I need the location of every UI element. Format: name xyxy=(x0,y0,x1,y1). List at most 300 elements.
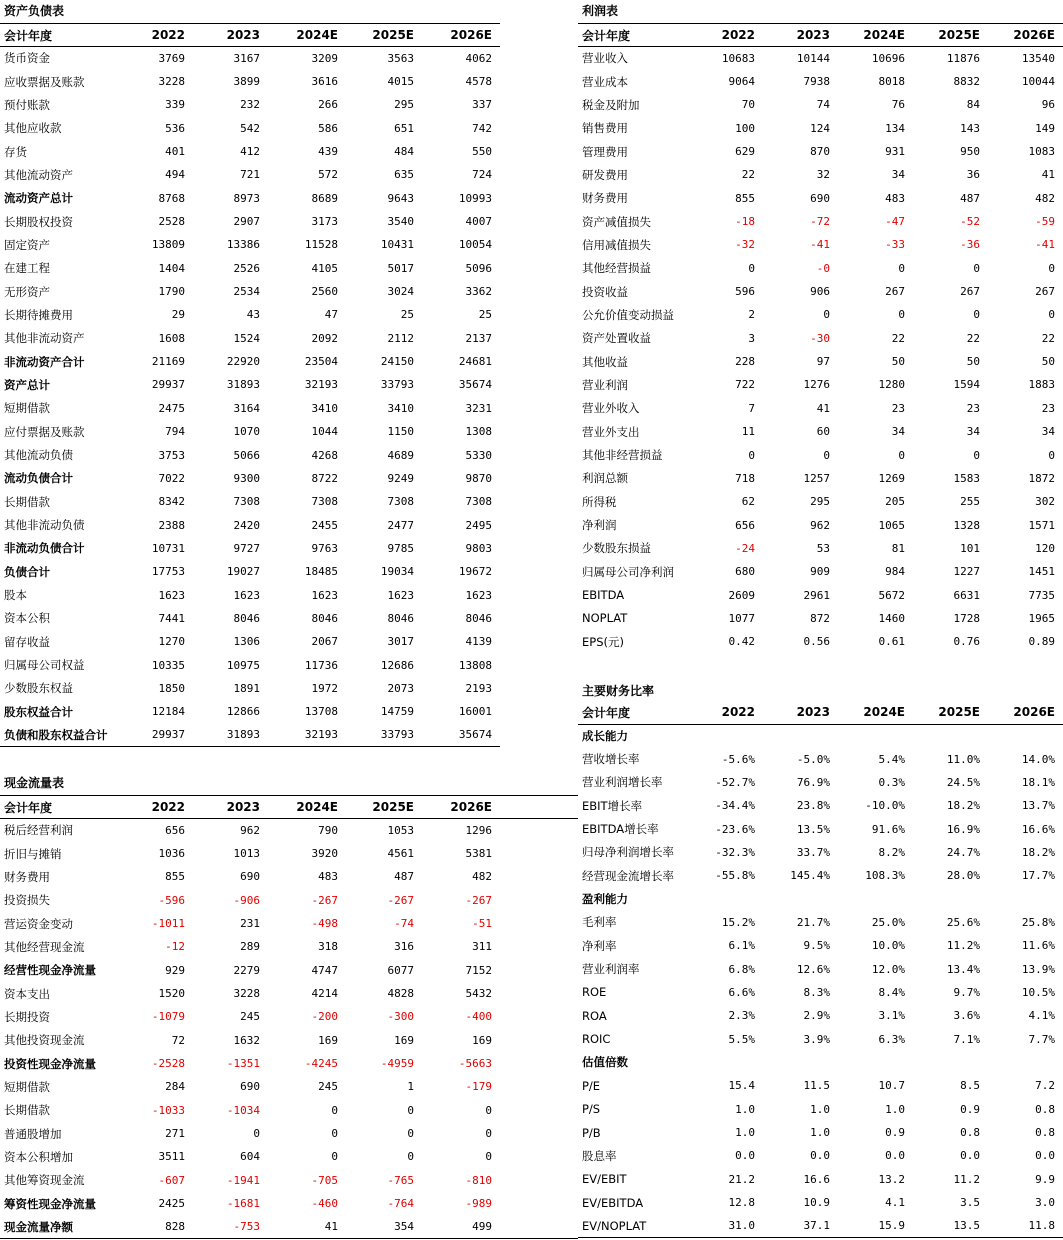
cell-value: 354 xyxy=(394,1220,414,1234)
table-row xyxy=(578,327,1063,350)
cell-value: 0.0 xyxy=(810,1149,830,1163)
cell-value: 2475 xyxy=(158,401,185,415)
table-row xyxy=(578,373,1063,396)
cell-value: 499 xyxy=(472,1220,492,1234)
cell-value: 3.1% xyxy=(878,1009,905,1023)
cell-value: 0 xyxy=(748,448,755,462)
table-row xyxy=(0,257,500,280)
cell-value: 401 xyxy=(165,145,185,159)
cell-value: 2193 xyxy=(465,681,492,695)
row-label: 其他经营现金流 xyxy=(4,939,85,954)
header-label: 会计年度 xyxy=(578,701,688,724)
cell-value: 12866 xyxy=(226,705,260,719)
cell-value: 108.3% xyxy=(865,869,905,883)
cell-value: 3410 xyxy=(387,401,414,415)
cell-value: 232 xyxy=(240,98,260,112)
row-label: 利润总额 xyxy=(582,471,628,486)
cell-value: 62 xyxy=(741,495,755,509)
cell-value: 0.8 xyxy=(1035,1126,1055,1140)
table-row xyxy=(0,210,500,233)
row-label: 营业外收入 xyxy=(582,401,640,416)
cell-value: 100 xyxy=(735,121,755,135)
cell-value: 169 xyxy=(394,1033,414,1047)
row-label: ROE xyxy=(582,985,607,1000)
table-row xyxy=(0,1029,578,1052)
cell-value: -765 xyxy=(387,1173,414,1187)
cell-value: 76 xyxy=(891,98,905,112)
cell-value: -1079 xyxy=(151,1010,185,1024)
cell-value: 12.6% xyxy=(796,962,830,976)
cell-value: 24681 xyxy=(458,355,492,369)
cell-value: 0 xyxy=(1048,261,1055,275)
cell-value: 10054 xyxy=(458,238,492,252)
table-row xyxy=(578,140,1063,163)
table-row xyxy=(0,912,578,935)
cell-value: -47 xyxy=(885,215,905,229)
cell-value: -33 xyxy=(885,238,905,252)
table-row xyxy=(578,210,1063,233)
cell-value: 4828 xyxy=(387,987,414,1001)
cell-value: 1404 xyxy=(158,261,185,275)
cell-value: 1328 xyxy=(953,518,980,532)
cell-spacer xyxy=(500,959,578,982)
cell-value: 2 xyxy=(748,308,755,322)
cell-value: 96 xyxy=(1041,98,1055,112)
cell-value: 22920 xyxy=(226,355,260,369)
cell-value: -764 xyxy=(387,1197,414,1211)
cell-value: 5672 xyxy=(878,588,905,602)
cell-value: -24 xyxy=(735,541,755,555)
cell-value: 13.9% xyxy=(1021,962,1055,976)
table-row xyxy=(578,303,1063,326)
cell-value: 9064 xyxy=(728,75,755,89)
cell-value: 4.1% xyxy=(1028,1009,1055,1023)
cell-value: 245 xyxy=(318,1080,338,1094)
cell-value: 41 xyxy=(324,1220,338,1234)
cell-value: 1520 xyxy=(158,987,185,1001)
cell-value: 8046 xyxy=(233,611,260,625)
cell-value: 484 xyxy=(394,145,414,159)
cell-value: 1083 xyxy=(1028,145,1055,159)
cell-value: 22 xyxy=(741,168,755,182)
cell-value: 33.7% xyxy=(796,845,830,859)
cell-value: 35674 xyxy=(458,728,492,742)
table-row xyxy=(578,583,1063,606)
row-label: NOPLAT xyxy=(582,611,628,626)
cell-value: 7.1% xyxy=(953,1032,980,1046)
row-label: EV/EBITDA xyxy=(582,1195,644,1210)
row-label: 税金及附加 xyxy=(582,97,640,112)
table-row xyxy=(0,583,500,606)
cell-value: -55.8% xyxy=(715,869,755,883)
cell-value: 10.5% xyxy=(1021,985,1055,999)
cell-value: 9643 xyxy=(387,191,414,205)
cell-value: 8832 xyxy=(953,75,980,89)
cell-value xyxy=(838,1051,913,1074)
cell-value: 32 xyxy=(816,168,830,182)
cell-value: 0.0 xyxy=(885,1149,905,1163)
cell-value: -200 xyxy=(311,1010,338,1024)
row-label: 预付账款 xyxy=(4,97,50,112)
cell-value xyxy=(988,1051,1063,1074)
table-row xyxy=(578,47,1063,70)
table-row xyxy=(0,467,500,490)
cell-value: 1460 xyxy=(878,611,905,625)
row-label: 股本 xyxy=(4,588,27,603)
table-row xyxy=(578,280,1063,303)
cell-value: 302 xyxy=(1035,495,1055,509)
cell-value: 1850 xyxy=(158,681,185,695)
cell-value: 267 xyxy=(885,285,905,299)
cell-value: 339 xyxy=(165,98,185,112)
cell-value: -2528 xyxy=(151,1057,185,1071)
cell-value: 794 xyxy=(165,425,185,439)
cell-value: 7308 xyxy=(465,495,492,509)
cell-value: 1306 xyxy=(233,635,260,649)
cell-value: 7152 xyxy=(465,963,492,977)
cell-value: 31893 xyxy=(226,728,260,742)
header-year: 2023 xyxy=(193,796,268,819)
header-year: 2022 xyxy=(688,701,763,724)
table-row xyxy=(0,842,578,865)
row-label: P/E xyxy=(582,1078,601,1093)
cell-value: 24.5% xyxy=(946,775,980,789)
cell-value: 91.6% xyxy=(871,822,905,836)
cell-value: 1.0 xyxy=(735,1126,755,1140)
table-row xyxy=(578,233,1063,256)
table-row xyxy=(578,934,1063,957)
cell-spacer xyxy=(500,912,578,935)
cell-value: 0.56 xyxy=(803,635,830,649)
cell-value: 5017 xyxy=(387,261,414,275)
row-label: 营业成本 xyxy=(582,74,628,89)
cell-value: 9.7% xyxy=(953,985,980,999)
cell-value: 11.5 xyxy=(803,1079,830,1093)
cell-value: -41 xyxy=(1035,238,1055,252)
cell-spacer xyxy=(500,1169,578,1192)
cell-value: 0 xyxy=(1048,448,1055,462)
cell-value: 3410 xyxy=(311,401,338,415)
cell-value: 32193 xyxy=(304,728,338,742)
cell-value: 12184 xyxy=(151,705,185,719)
cell-value: -52.7% xyxy=(715,775,755,789)
cell-value: 3173 xyxy=(311,215,338,229)
table-row xyxy=(0,93,500,116)
header-label: 会计年度 xyxy=(578,24,688,47)
cell-value: 28.0% xyxy=(946,869,980,883)
table-row xyxy=(0,397,500,420)
row-label: 经营性现金净流量 xyxy=(4,963,96,978)
cell-value: 1 xyxy=(407,1080,414,1094)
cell-value: 651 xyxy=(394,121,414,135)
cell-value: 316 xyxy=(394,940,414,954)
cell-value: 70 xyxy=(741,98,755,112)
cell-value: -705 xyxy=(311,1173,338,1187)
row-label: 盈利能力 xyxy=(582,892,628,907)
cell-value: 0 xyxy=(485,1127,492,1141)
cell-value: 8046 xyxy=(311,611,338,625)
cell-value: 3164 xyxy=(233,401,260,415)
cell-value: 586 xyxy=(318,121,338,135)
cell-value: 0.0 xyxy=(960,1149,980,1163)
cell-value: 0 xyxy=(407,1127,414,1141)
row-label: 营业利润增长率 xyxy=(582,775,663,790)
row-label: P/B xyxy=(582,1125,601,1140)
cell-value: 1296 xyxy=(465,823,492,837)
cell-value: 34 xyxy=(1041,425,1055,439)
cell-value: 0 xyxy=(748,261,755,275)
cell-value: 572 xyxy=(318,168,338,182)
cell-value: 4062 xyxy=(465,51,492,65)
cell-value: 9763 xyxy=(311,541,338,555)
cell-value: 483 xyxy=(318,870,338,884)
cell-value: 1632 xyxy=(233,1033,260,1047)
cell-value: 4015 xyxy=(387,75,414,89)
header-year: 2025E xyxy=(346,24,422,47)
cell-value: 72 xyxy=(171,1033,185,1047)
cell-value: 10731 xyxy=(151,541,185,555)
row-label: 长期待摊费用 xyxy=(4,307,73,322)
cell-value: 145.4% xyxy=(790,869,830,883)
cell-value: 15.2% xyxy=(721,915,755,929)
cell-value: 6.6% xyxy=(728,985,755,999)
table-row xyxy=(578,537,1063,560)
cell-value: 8342 xyxy=(158,495,185,509)
cell-value: 3769 xyxy=(158,51,185,65)
table-header-row xyxy=(578,701,1063,724)
cell-value: 11.0% xyxy=(946,752,980,766)
cell-value: 43 xyxy=(246,308,260,322)
cell-value: 17753 xyxy=(151,565,185,579)
cell-value: 25 xyxy=(478,308,492,322)
cell-value: -1681 xyxy=(226,1197,260,1211)
cell-value: 3540 xyxy=(387,215,414,229)
cell-value: 18.2% xyxy=(1021,845,1055,859)
cell-value: 295 xyxy=(394,98,414,112)
cell-value: 931 xyxy=(885,145,905,159)
cell-value: 656 xyxy=(165,823,185,837)
cell-value: 337 xyxy=(472,98,492,112)
cell-value: 0 xyxy=(1048,308,1055,322)
cell-value: 60 xyxy=(816,425,830,439)
cell-value: -59 xyxy=(1035,215,1055,229)
cell-value: 13809 xyxy=(151,238,185,252)
row-label: 毛利率 xyxy=(582,915,617,930)
cell-value: 724 xyxy=(472,168,492,182)
cell-value: -1351 xyxy=(226,1057,260,1071)
row-label: 归属母公司权益 xyxy=(4,658,85,673)
cell-value: 7 xyxy=(748,401,755,415)
table-row xyxy=(578,397,1063,420)
row-label: 其他非流动负债 xyxy=(4,518,85,533)
row-label: EBITDA增长率 xyxy=(582,822,659,837)
cell-value: 7308 xyxy=(387,495,414,509)
cell-value: 629 xyxy=(735,145,755,159)
row-label: 归母净利润增长率 xyxy=(582,845,674,860)
cell-value: 23.8% xyxy=(796,799,830,813)
cell-value: 5.4% xyxy=(878,752,905,766)
cell-value: 23 xyxy=(891,401,905,415)
row-label: 估值倍数 xyxy=(582,1055,628,1070)
cell-value xyxy=(763,887,838,910)
row-label: 销售费用 xyxy=(582,121,628,136)
table-row xyxy=(0,490,500,513)
cell-value xyxy=(988,887,1063,910)
row-label: 净利润 xyxy=(582,518,617,533)
cell-value: 0 xyxy=(253,1127,260,1141)
cell-value: 10683 xyxy=(721,51,755,65)
cell-value: 15.4 xyxy=(728,1079,755,1093)
table-row xyxy=(0,700,500,723)
cell-value: 7938 xyxy=(803,75,830,89)
header-year: 2026E xyxy=(422,796,500,819)
cell-value: 1.0 xyxy=(735,1102,755,1116)
cell-value: 1150 xyxy=(387,425,414,439)
cell-value: 2.9% xyxy=(803,1009,830,1023)
table-row xyxy=(0,187,500,210)
table-row xyxy=(0,935,578,958)
cell-value: 0 xyxy=(407,1150,414,1164)
cell-value: 16001 xyxy=(458,705,492,719)
cell-value: 1276 xyxy=(803,378,830,392)
cell-value: 25.8% xyxy=(1021,915,1055,929)
cell-value: 2279 xyxy=(233,963,260,977)
header-year: 2023 xyxy=(763,701,838,724)
cell-value: 22 xyxy=(1041,331,1055,345)
row-label: 财务费用 xyxy=(4,869,50,884)
table-row xyxy=(578,1004,1063,1027)
cell-spacer xyxy=(500,1215,578,1238)
cell-value: 5330 xyxy=(465,448,492,462)
cell-value: 13.5 xyxy=(953,1219,980,1233)
cell-value: 19034 xyxy=(380,565,414,579)
cell-value: 11736 xyxy=(304,658,338,672)
row-label: EV/NOPLAT xyxy=(582,1218,647,1233)
row-label: 净利率 xyxy=(582,938,617,953)
cell-value: 9727 xyxy=(233,541,260,555)
table-row xyxy=(578,841,1063,864)
cell-value: 255 xyxy=(960,495,980,509)
row-label: 留存收益 xyxy=(4,634,50,649)
table-row xyxy=(0,1169,578,1192)
cell-value: 11.2 xyxy=(953,1172,980,1186)
cell-value: 8973 xyxy=(233,191,260,205)
cell-value: 231 xyxy=(240,917,260,931)
cell-value: 984 xyxy=(885,565,905,579)
row-label: 其他经营损益 xyxy=(582,261,651,276)
cell-value: 266 xyxy=(318,98,338,112)
cell-value: -1034 xyxy=(226,1103,260,1117)
table-row xyxy=(0,607,500,630)
cell-value: 21.7% xyxy=(796,915,830,929)
header-year: 2025E xyxy=(913,701,988,724)
cell-value: 18.1% xyxy=(1021,775,1055,789)
cell-value: 1044 xyxy=(311,425,338,439)
table-row xyxy=(578,1121,1063,1144)
cell-value: 2067 xyxy=(311,635,338,649)
row-label: 在建工程 xyxy=(4,261,50,276)
cell-value: 84 xyxy=(966,98,980,112)
table-row xyxy=(578,93,1063,116)
cell-value: 10431 xyxy=(380,238,414,252)
cell-value: 7308 xyxy=(233,495,260,509)
cell-value: 76.9% xyxy=(796,775,830,789)
cell-value: 3024 xyxy=(387,285,414,299)
cell-value: 21.2 xyxy=(728,1172,755,1186)
cell-value: 1227 xyxy=(953,565,980,579)
row-label: 负债合计 xyxy=(4,564,50,579)
table-row xyxy=(0,982,578,1005)
cell-value: 101 xyxy=(960,541,980,555)
cell-value: 2112 xyxy=(387,331,414,345)
cell-spacer xyxy=(500,865,578,888)
cell-value: 3616 xyxy=(311,75,338,89)
cell-value: 13540 xyxy=(1021,51,1055,65)
cell-value: 53 xyxy=(816,541,830,555)
cell-spacer xyxy=(500,1099,578,1122)
cell-value: 7022 xyxy=(158,471,185,485)
row-label: 其他筹资现金流 xyxy=(4,1173,85,1188)
row-label: P/S xyxy=(582,1102,601,1117)
cell-value: 1571 xyxy=(1028,518,1055,532)
header-year: 2022 xyxy=(133,24,193,47)
balance-sheet-table xyxy=(0,23,500,747)
cell-value: 74 xyxy=(816,98,830,112)
header-year: 2024E xyxy=(838,701,913,724)
cell-value: 4139 xyxy=(465,635,492,649)
table-row xyxy=(0,280,500,303)
category-row xyxy=(578,1051,1063,1074)
row-label: 投资收益 xyxy=(582,284,628,299)
cell-value: 2425 xyxy=(158,1197,185,1211)
cell-value: 205 xyxy=(885,495,905,509)
row-label: 筹资性现金净流量 xyxy=(4,1196,96,1211)
row-label: 股息率 xyxy=(582,1148,617,1163)
cell-value: 23504 xyxy=(304,355,338,369)
table-row xyxy=(578,747,1063,770)
table-row xyxy=(0,819,578,842)
cell-value xyxy=(763,1051,838,1074)
cell-value: 50 xyxy=(891,355,905,369)
cell-value: 169 xyxy=(318,1033,338,1047)
cell-value: 2534 xyxy=(233,285,260,299)
cell-value: 124 xyxy=(810,121,830,135)
cell-value: -36 xyxy=(960,238,980,252)
cell-value: 8046 xyxy=(465,611,492,625)
table-header-row xyxy=(0,24,500,47)
cell-value: 0 xyxy=(973,448,980,462)
table-row xyxy=(578,117,1063,140)
cell-value: -4959 xyxy=(380,1057,414,1071)
table-row xyxy=(578,981,1063,1004)
cell-value: 6.8% xyxy=(728,962,755,976)
cell-value: 855 xyxy=(165,870,185,884)
table-row xyxy=(578,1214,1063,1237)
cell-value: 2526 xyxy=(233,261,260,275)
table-row xyxy=(0,117,500,140)
cell-value: 718 xyxy=(735,471,755,485)
cell-value xyxy=(838,887,913,910)
cell-value: -1941 xyxy=(226,1173,260,1187)
cell-value: -498 xyxy=(311,917,338,931)
row-label: 其他应收款 xyxy=(4,121,62,136)
table-row xyxy=(0,1099,578,1122)
cell-value: -10.0% xyxy=(865,799,905,813)
cell-value: 1790 xyxy=(158,285,185,299)
row-label: 少数股东权益 xyxy=(4,681,73,696)
cell-value: 3899 xyxy=(233,75,260,89)
table-row xyxy=(0,560,500,583)
